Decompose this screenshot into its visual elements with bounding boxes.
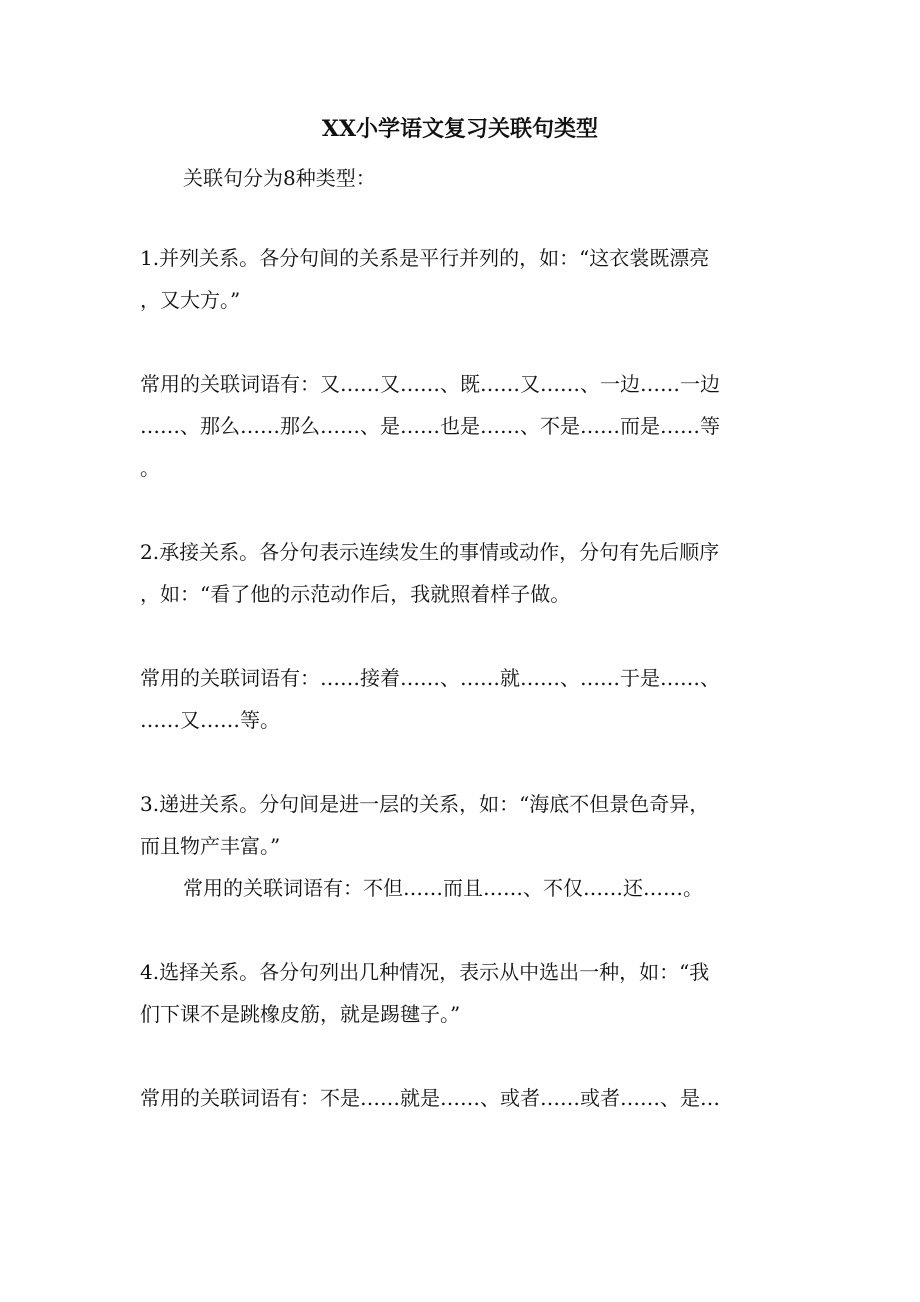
section-2-heading-line-2: ，如：“看了他的示范动作后，我就照着样子做。: [140, 582, 571, 606]
document-title: XX小学语文复习关联句类型: [321, 116, 599, 142]
section-1-connectives-line-1: 常用的关联词语有：又……又……、既……又……、一边……一边: [140, 372, 720, 396]
section-1-heading-line-1: 1.并列关系。各分句间的关系是平行并列的，如：“这衣裳既漂亮: [140, 246, 710, 270]
section-3-connectives-line-1: 常用的关联词语有：不但……而且……、不仅……还……。: [183, 876, 703, 900]
section-3-heading-line-2: 而且物产丰富。”: [140, 834, 281, 858]
intro-paragraph: 关联句分为8种类型：: [183, 166, 376, 190]
section-1-connectives-line-3: 。: [140, 456, 160, 480]
section-2-heading-line-1: 2.承接关系。各分句表示连续发生的事情或动作，分句有先后顺序: [140, 540, 720, 564]
section-1-connectives-line-2: ……、那么……那么……、是……也是……、不是……而是……等: [140, 414, 720, 438]
section-4-heading-line-1: 4.选择关系。各分句列出几种情况，表示从中选出一种，如：“我: [140, 960, 710, 984]
section-1-heading-line-2: ，又大方。”: [140, 288, 241, 312]
section-2-connectives-line-1: 常用的关联词语有：……接着……、……就……、……于是……、: [140, 666, 720, 690]
section-2-connectives-line-2: ……又……等。: [140, 708, 280, 732]
section-3-heading-line-1: 3.递进关系。分句间是进一层的关系，如：“海底不但景色奇异，: [140, 792, 710, 816]
section-4-heading-line-2: 们下课不是跳橡皮筋，就是踢毽子。”: [140, 1002, 461, 1026]
section-4-connectives-line-1: 常用的关联词语有：不是……就是……、或者……或者……、是…: [140, 1086, 720, 1110]
